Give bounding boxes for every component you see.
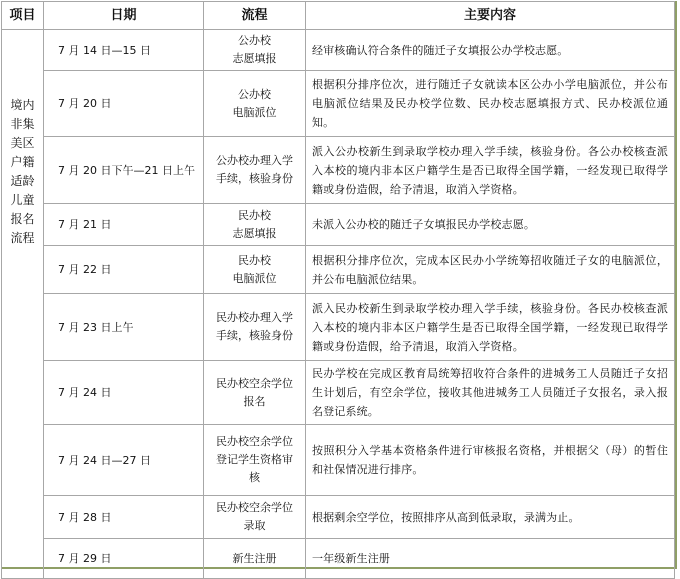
table-row	[2, 30, 675, 71]
row-process	[204, 71, 306, 137]
table-row	[2, 496, 675, 539]
row-date: 7 月 20 日	[44, 71, 204, 137]
header-content: 主要内容	[306, 2, 675, 30]
process-line: 民办校	[238, 253, 271, 267]
row-date: 7 月 20 日下午—21 日上午	[44, 137, 204, 204]
item-label-line: 美区	[10, 136, 35, 150]
row-content: 未派入公办校的随迁子女填报民办学校志愿。	[306, 204, 675, 246]
row-content: 民办学校在完成区教育局统筹招收符合条件的进城务工人员随迁子女招生计划后，有空余学位，接收其他进城务工人员随迁子女报名，录入报名登记系统。	[306, 361, 675, 425]
row-content: 经审核确认符合条件的随迁子女填报公办学校志愿。	[306, 30, 675, 71]
process-line: 民办校空余学位	[216, 376, 293, 390]
row-date: 7 月 23 日上午	[44, 294, 204, 361]
row-process	[204, 539, 306, 579]
table-row	[2, 71, 675, 137]
row-content: 根据积分排序位次，完成本区民办小学统筹招收随迁子女的电脑派位，并公布电脑派位结果。	[306, 246, 675, 294]
row-date: 7 月 24 日—27 日	[44, 425, 204, 496]
process-line: 民办校空余学位	[216, 435, 293, 448]
item-label-line: 户籍	[10, 155, 35, 169]
row-date: 7 月 22 日	[44, 246, 204, 294]
row-date: 7 月 14 日—15 日	[44, 30, 204, 71]
row-date: 7 月 28 日	[44, 496, 204, 539]
process-line: 登记学生资格审	[216, 453, 293, 466]
header-item: 项目	[2, 2, 44, 30]
row-process	[204, 294, 306, 361]
item-label-line: 非集	[10, 117, 35, 131]
process-line: 录取	[243, 519, 266, 532]
process-line: 民办校空余学位	[216, 501, 293, 514]
header-date: 日期	[44, 2, 204, 30]
row-date: 7 月 21 日	[44, 204, 204, 246]
row-date: 7 月 24 日	[44, 361, 204, 425]
process-line: 报名	[243, 394, 266, 408]
row-process	[204, 137, 306, 204]
table-row	[2, 361, 675, 425]
process-line: 公办校	[238, 34, 271, 47]
header-process: 流程	[204, 2, 306, 30]
process-line: 核	[249, 471, 260, 484]
process-line: 志愿填报	[232, 226, 277, 240]
row-content: 根据积分排序位次，进行随迁子女就读本区公办小学电脑派位，并公布电脑派位结果及民办校学位数、民办校志愿填报方式、民办校派位通知。	[306, 71, 675, 137]
row-content: 派入公办校新生到录取学校办理入学手续，核验身份。各公办校核查派入本校的境内非本区户籍学生是否已取得全国学籍，一经发现已取得学籍或身份造假，给予清退，取消入学资格。	[306, 137, 675, 204]
row-content: 按照积分入学基本资格条件进行审核报名资格，并根据父（母）的暂住和社保情况进行排序。	[306, 425, 675, 496]
table-row	[2, 246, 675, 294]
process-line: 手续，核验身份	[216, 172, 293, 185]
process-line: 民办校	[238, 208, 271, 222]
row-process	[204, 204, 306, 246]
row-content: 派入民办校新生到录取学校办理入学手续，核验身份。各民办校核查派入本校的境内非本区户籍学生是否已取得全国学籍，一经发现已取得学籍或身份造假，给予清退，取消入学资格。	[306, 294, 675, 361]
process-line: 电脑派位	[232, 105, 277, 119]
item-label-line: 报名	[10, 212, 35, 226]
process-line: 公办校	[238, 87, 271, 101]
process-line: 新生注册	[232, 551, 277, 565]
process-line: 志愿填报	[232, 52, 277, 65]
enrollment-schedule-table	[1, 1, 675, 579]
item-label-line: 适龄	[10, 174, 35, 188]
table-row	[2, 539, 675, 579]
table-row	[2, 425, 675, 496]
header-row	[2, 2, 675, 30]
item-label-line: 流程	[10, 231, 35, 245]
row-date: 7 月 29 日	[44, 539, 204, 579]
process-line: 民办校办理入学	[216, 311, 293, 324]
process-line: 公办校办理入学	[216, 154, 293, 167]
item-label-line: 境内	[10, 98, 35, 112]
table-row	[2, 294, 675, 361]
process-line: 电脑派位	[232, 271, 277, 285]
item-label-line: 儿童	[10, 193, 35, 207]
row-content: 根据剩余空学位，按照排序从高到低录取，录满为止。	[306, 496, 675, 539]
process-line: 手续，核验身份	[216, 329, 293, 342]
table-row	[2, 137, 675, 204]
row-process	[204, 246, 306, 294]
item-label-cell	[2, 30, 44, 579]
row-process	[204, 425, 306, 496]
row-content: 一年级新生注册	[306, 539, 675, 579]
row-process	[204, 30, 306, 71]
table-row	[2, 204, 675, 246]
row-process	[204, 496, 306, 539]
row-process	[204, 361, 306, 425]
